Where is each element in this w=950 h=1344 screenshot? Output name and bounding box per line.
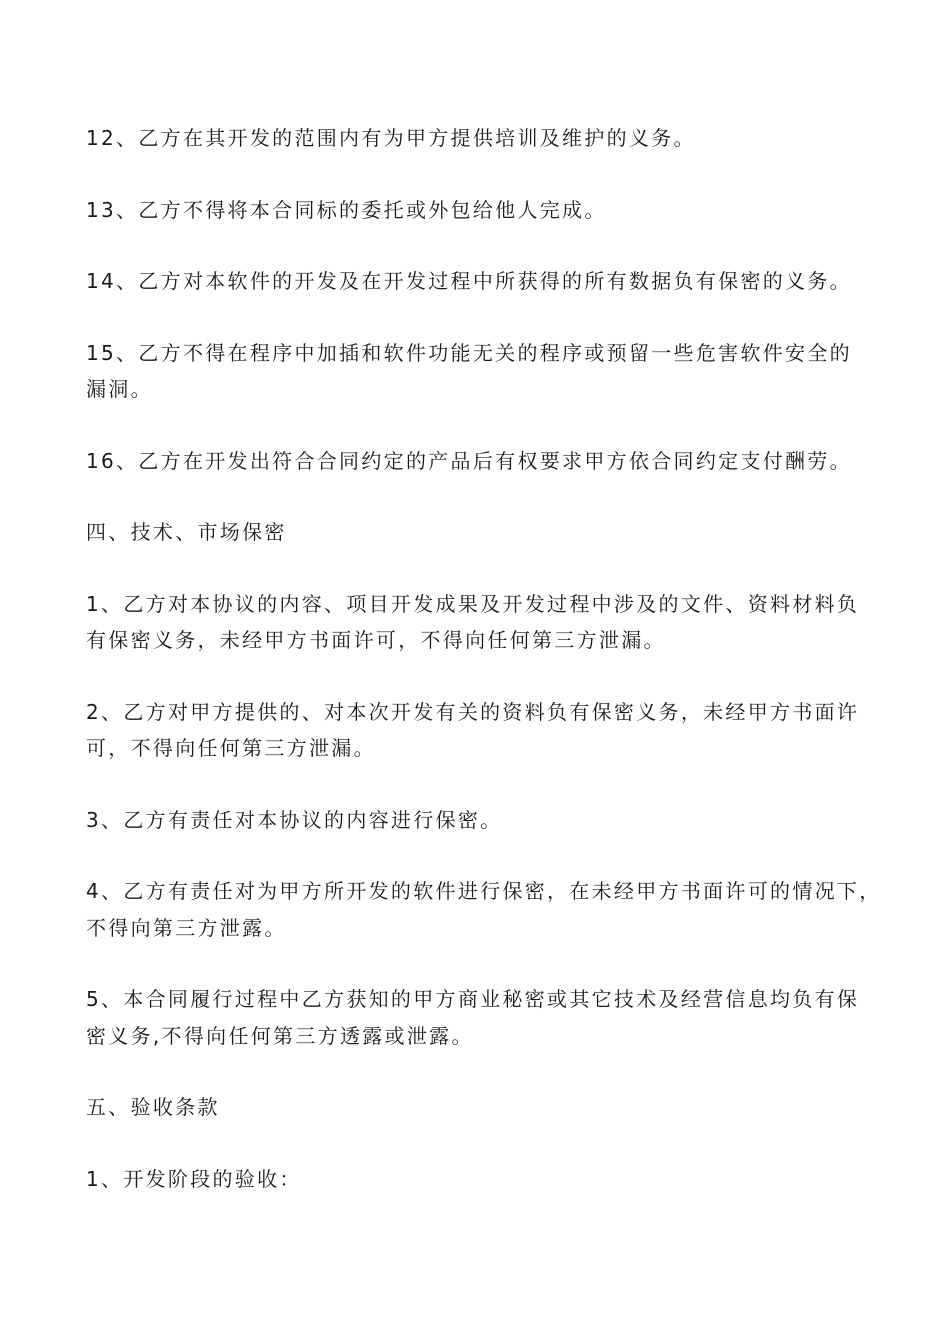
paragraph [86,1089,876,1126]
paragraph-line: 5、本合同履行过程中乙方获知的甲方商业秘密或其它技术及经营信息均负有保 [86,987,860,1011]
paragraph [86,263,876,300]
paragraph-line: 有保密义务，未经甲方书面许可，不得向任何第三方泄漏。 [86,628,666,652]
paragraph [86,1161,876,1198]
document-body [86,120,882,1232]
paragraph-line: 14、乙方对本软件的开发及在开发过程中所获得的所有数据负有保密的义务。 [86,269,852,293]
paragraph-line: 15、乙方不得在程序中加插和软件功能无关的程序或预留一些危害软件安全的 [86,340,852,365]
paragraph-line: 1、开发阶段的验收： [86,1166,302,1191]
paragraph-line: 漏洞。 [86,377,153,401]
paragraph [86,120,876,157]
paragraph-line: 4、乙方有责任对为甲方所开发的软件进行保密，在未经甲方书面许可的情况下， [86,879,882,903]
paragraph-line: 四、技术、市场保密 [86,520,287,544]
paragraph-line: 密义务,不得向任何第三方透露或泄露。 [86,1023,474,1048]
paragraph [86,694,876,767]
paragraph-line: 12、乙方在其开发的范围内有为甲方提供培训及维护的义务。 [86,126,696,150]
paragraph [86,981,876,1054]
paragraph [86,586,876,659]
paragraph-line: 五、验收条款 [86,1095,220,1119]
paragraph [86,192,876,229]
paragraph [86,802,876,839]
paragraph-line: 13、乙方不得将本合同标的委托或外包给他人完成。 [86,197,607,222]
paragraph [86,873,882,946]
paragraph-line: 1、乙方对本协议的内容、项目开发成果及开发过程中涉及的文件、资料材料负 [86,591,860,616]
paragraph-line: 可，不得向任何第三方泄漏。 [86,736,376,760]
paragraph [86,443,876,480]
paragraph [86,514,876,551]
paragraph [86,335,876,408]
paragraph-line: 16、乙方在开发出符合合同约定的产品后有权要求甲方依合同约定支付酬劳。 [86,448,852,473]
paragraph-line: 2、乙方对甲方提供的、对本次开发有关的资料负有保密义务，未经甲方书面许 [86,699,860,724]
paragraph-line: 不得向第三方泄露。 [86,915,287,940]
paragraph-line: 3、乙方有责任对本协议的内容进行保密。 [86,807,503,832]
